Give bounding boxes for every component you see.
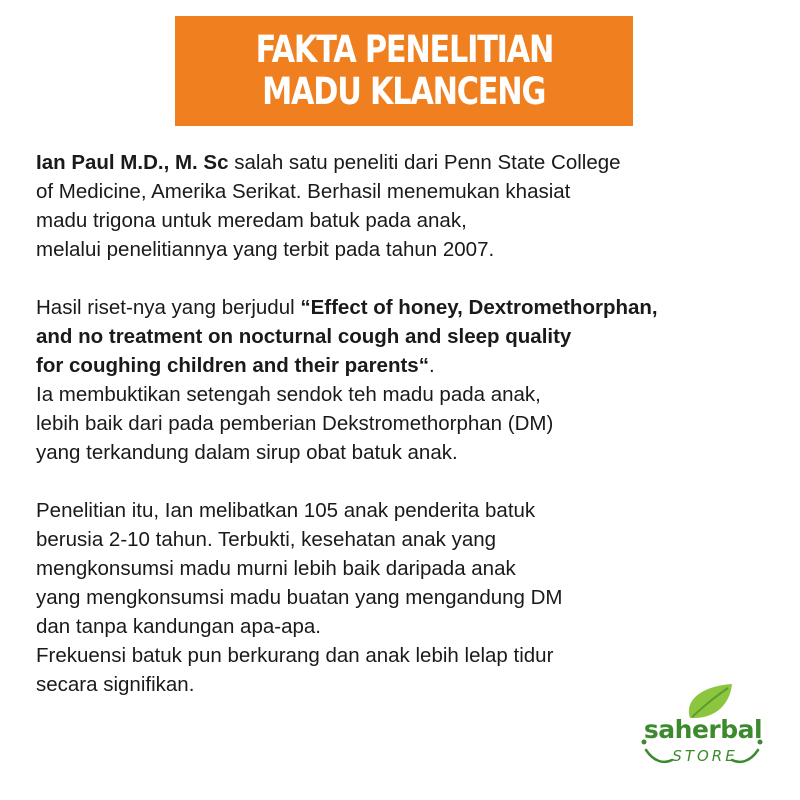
paragraph-2-line-5: lebih baik dari pada pemberian Dekstromethorphan (DM) [36, 412, 554, 435]
title-line-2: MADU KLANCENG [262, 70, 546, 113]
paragraph-1-line-1-rest: salah satu peneliti dari Penn State College [228, 151, 621, 174]
paragraph-1-line-1 [36, 148, 776, 177]
paragraph-3-line-3: mengkonsumsi madu murni lebih baik daripada anak [36, 557, 516, 580]
title-banner [175, 16, 633, 126]
body-text [36, 148, 776, 699]
title-line-1: FAKTA PENELITIAN [255, 28, 553, 71]
paragraph-2-lead: Hasil riset-nya yang berjudul [36, 296, 301, 319]
paragraph-3 [36, 496, 776, 699]
paragraph-2-line-1 [36, 293, 776, 322]
paragraph-3-line-1: Penelitian itu, Ian melibatkan 105 anak penderita batuk [36, 499, 536, 522]
paragraph-2-line-6: yang terkandung dalam sirup obat batuk anak. [36, 441, 458, 464]
paragraph-1 [36, 148, 776, 264]
logo-brand-text: saherbal [643, 715, 763, 744]
paragraph-3-line-6: Frekuensi batuk pun berkurang dan anak lebih lelap tidur [36, 644, 554, 667]
paragraph-2-line-3 [36, 351, 776, 380]
paragraph-3-line-4: yang mengkonsumsi madu buatan yang mengandung DM [36, 586, 563, 609]
paragraph-3-line-2: berusia 2-10 tahun. Terbukti, kesehatan anak yang [36, 528, 497, 551]
paragraph-1-line-3: madu trigona untuk meredam batuk pada anak, [36, 209, 467, 232]
paragraph-1-line-2: of Medicine, Amerika Serikat. Berhasil menemukan khasiat [36, 180, 571, 203]
study-title-line-3: for coughing children and their parents“ [36, 354, 429, 377]
study-title-line-2: and no treatment on nocturnal cough and sleep quality [36, 325, 572, 348]
paragraph-2-line-4: Ia membuktikan setengah sendok teh madu pada anak, [36, 383, 541, 406]
study-title-end: . [428, 354, 435, 377]
author-name: Ian Paul M.D., M. Sc [36, 151, 229, 174]
logo-store-text: STORE [672, 747, 738, 765]
paragraph-3-line-5: dan tanpa kandungan apa-apa. [36, 615, 321, 638]
study-title-line-1: “Effect of honey, Dextromethorphan, [300, 296, 658, 319]
paragraph-1-line-4: melalui penelitiannya yang terbit pada tahun 2007. [36, 238, 495, 261]
paragraph-3-line-7: secara signifikan. [36, 673, 195, 696]
paragraph-2 [36, 293, 776, 467]
saherbal-logo [632, 680, 772, 780]
